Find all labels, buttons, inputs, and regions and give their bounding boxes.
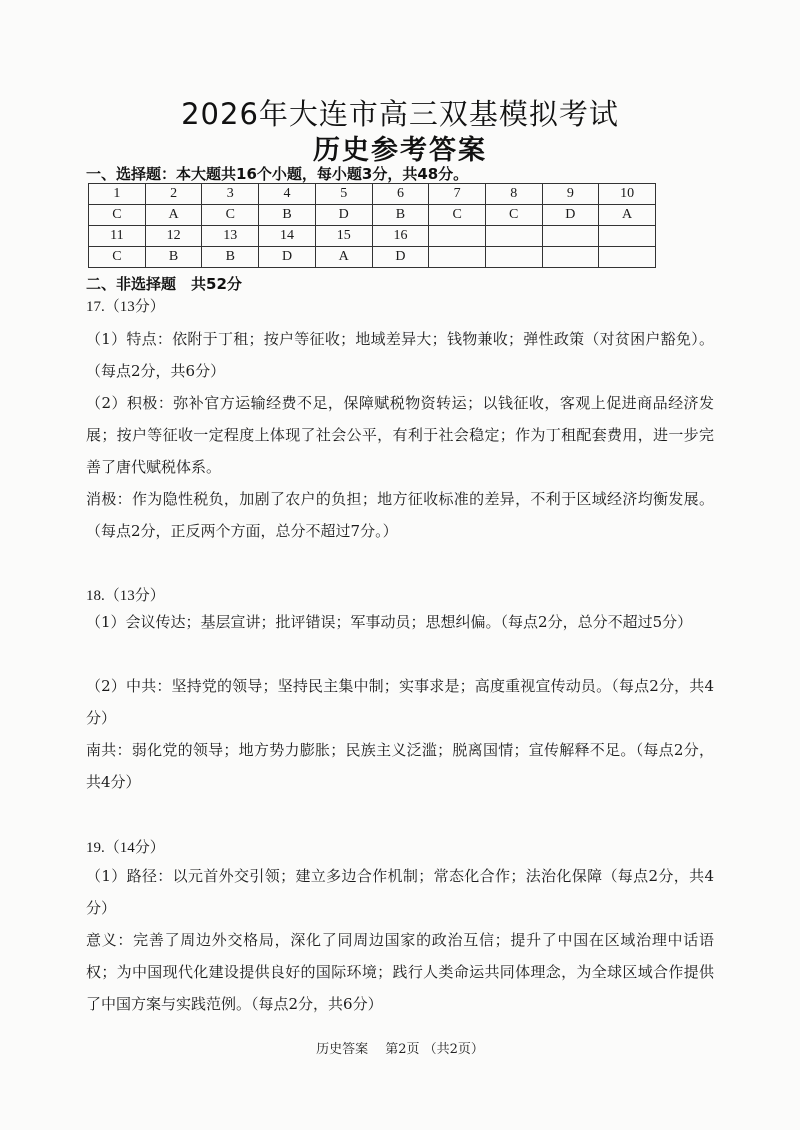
table-cell: C	[89, 247, 146, 268]
table-cell: A	[315, 247, 372, 268]
table-cell: B	[145, 247, 202, 268]
table-row	[89, 226, 656, 247]
q17-part3: 消极：作为隐性税负，加剧了农户的负担；地方征收标准的差异，不利于区域经济均衡发展。（每点2分，正反两个方面，总分不超过7分。）	[86, 490, 714, 540]
table-cell: 11	[89, 226, 146, 247]
table-row	[89, 247, 656, 268]
q18-heading: 18.（13分）	[86, 588, 165, 604]
q19-heading: 19.（14分）	[86, 840, 165, 856]
table-cell	[429, 247, 486, 268]
table-cell	[485, 226, 542, 247]
q18-part2: （2）中共：坚持党的领导；坚持民主集中制；实事求是；高度重视宣传动员。（每点2分，共4分）	[86, 677, 714, 727]
exam-title: 2026年大连市高三双基模拟考试	[181, 97, 619, 131]
table-cell: C	[485, 205, 542, 226]
table-cell: B	[259, 205, 316, 226]
table-cell	[542, 226, 599, 247]
table-cell	[485, 247, 542, 268]
q18-part1: （1）会议传达；基层宣讲；批评错误；军事动员；思想纠偏。（每点2分，总分不超过5分）	[86, 613, 693, 631]
table-cell: 15	[315, 226, 372, 247]
table-cell	[599, 247, 656, 268]
table-cell	[429, 226, 486, 247]
table-cell	[542, 247, 599, 268]
table-cell: 16	[372, 226, 429, 247]
table-cell: D	[372, 247, 429, 268]
q17-heading: 17.（13分）	[86, 299, 165, 315]
table-cell: A	[599, 205, 656, 226]
table-cell: B	[202, 247, 259, 268]
section1-heading: 一、选择题：本大题共16个小题，每小题3分，共48分。	[86, 165, 469, 183]
table-cell: C	[429, 205, 486, 226]
q19-part1: （1）路径：以元首外交引领；建立多边合作机制；常态化合作；法治化保障（每点2分，共4分）	[86, 867, 714, 917]
section2-heading: 二、非选择题 共52分	[86, 275, 242, 293]
table-cell: 8	[485, 184, 542, 205]
table-cell: D	[315, 205, 372, 226]
table-cell: 10	[599, 184, 656, 205]
table-cell: C	[89, 205, 146, 226]
q19-part2: 意义：完善了周边外交格局，深化了同周边国家的政治互信；提升了中国在区域治理中话语权；为中国现代化建设提供良好的国际环境；践行人类命运共同体理念，为全球区域合作提供了中国方案与实践范例。（每点2分，共6分）	[86, 931, 714, 1013]
table-cell: A	[145, 205, 202, 226]
table-cell: 13	[202, 226, 259, 247]
table-row	[89, 205, 656, 226]
table-cell: B	[372, 205, 429, 226]
table-cell	[599, 226, 656, 247]
answer-key-title: 历史参考答案	[313, 135, 487, 166]
table-row	[89, 184, 656, 205]
table-cell: 7	[429, 184, 486, 205]
page-footer: 历史答案 第2页 （共2页）	[316, 1042, 484, 1057]
table-cell: 4	[259, 184, 316, 205]
table-cell: 1	[89, 184, 146, 205]
table-cell: D	[542, 205, 599, 226]
table-cell: 3	[202, 184, 259, 205]
table-cell: D	[259, 247, 316, 268]
table-cell: 6	[372, 184, 429, 205]
q17-part1: （1）特点：依附于丁租；按户等征收；地域差异大；钱物兼收；弹性政策（对贫困户豁免）。（每点2分，共6分）	[86, 330, 714, 380]
table-cell: 14	[259, 226, 316, 247]
q18-part3: 南共：弱化党的领导；地方势力膨胀；民族主义泛滥；脱离国情；宣传解释不足。（每点2分，共4分）	[86, 741, 714, 791]
table-cell: 5	[315, 184, 372, 205]
table-cell: 2	[145, 184, 202, 205]
q17-part2: （2）积极：弥补官方运输经费不足，保障赋税物资转运；以钱征收，客观上促进商品经济发展；按户等征收一定程度上体现了社会公平，有利于社会稳定；作为丁租配套费用，进一步完善了唐代赋税体系。	[86, 394, 714, 476]
table-cell: 9	[542, 184, 599, 205]
table-cell: 12	[145, 226, 202, 247]
table-cell: C	[202, 205, 259, 226]
multiple-choice-answer-table	[88, 183, 656, 268]
